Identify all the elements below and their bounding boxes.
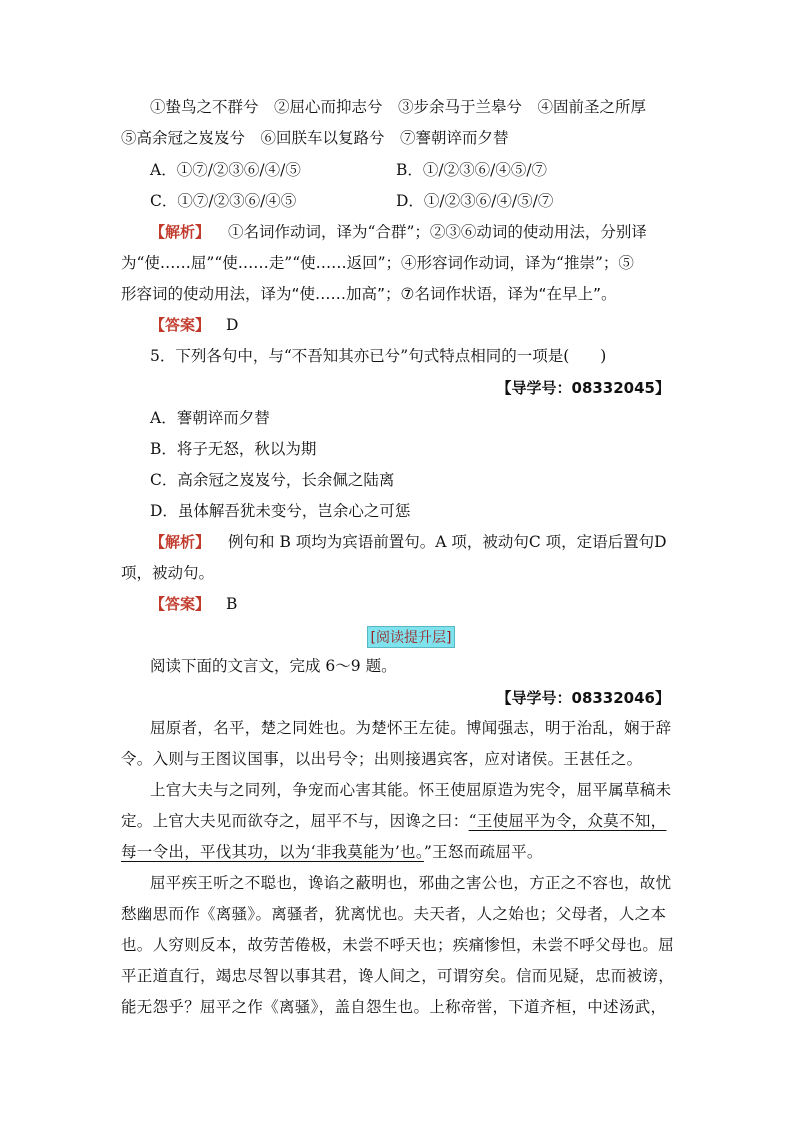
passage-p1-line2: 令。入则与王图议国事，以出号令；出则接遇宾客，应对诸侯。王甚任之。 bbox=[121, 750, 643, 768]
passage-p2-line2-text: 定。上官大夫见而欲夺之，屈平不与，因谗之曰： bbox=[121, 812, 469, 830]
passage-underlined-quote-1: “王使屈平为令，众莫不知， bbox=[468, 812, 667, 830]
passage-p1-line1: 屈原者，名平，楚之同姓也。为楚怀王左徒。博闻强志，明于治乱，娴于辞 bbox=[150, 719, 672, 737]
q4-items-line2: ⑤高余冠之岌岌兮 ⑥回朕车以复路兮 ⑦謇朝谇而夕替 bbox=[121, 129, 509, 147]
analysis-tag: 【解析】 bbox=[150, 533, 211, 551]
q4-items-line1: ①蛰鸟之不群兮 ②屈心而抑志兮 ③步余马于兰皋兮 ④固前圣之所厚 bbox=[150, 98, 647, 116]
q5-answer-value: B bbox=[226, 595, 238, 613]
q4-option-a: A．①⑦/②③⑥/④/⑤ bbox=[150, 161, 301, 179]
passage-p2-line3 bbox=[121, 842, 543, 862]
passage-p2-line3-text: ”王怒而疏屈平。 bbox=[423, 843, 543, 861]
q5-option-b: B．将子无怒，秋以为期 bbox=[150, 440, 317, 458]
q5-analysis-line1 bbox=[150, 532, 667, 552]
analysis-tag: 【解析】 bbox=[150, 223, 211, 241]
q4-option-c: C．①⑦/②③⑥/④⑤ bbox=[150, 192, 297, 210]
passage-p3-line4: 平正道直行，竭忠尽智以事其君，谗人间之，可谓穷矣。信而见疑，忠而被谤， bbox=[121, 967, 675, 985]
answer-tag: 【答案】 bbox=[150, 595, 211, 613]
passage-p3-line1: 屈平疾王听之不聪也，谗谄之蔽明也，邪曲之害公也，方正之不容也，故忧 bbox=[150, 874, 672, 892]
q5-analysis-line2: 项，被动句。 bbox=[121, 564, 215, 582]
passage-p2-line2 bbox=[121, 811, 666, 831]
q4-option-b: B．①/②③⑥/④⑤/⑦ bbox=[396, 161, 548, 179]
q4-option-d: D．①/②③⑥/④/⑤/⑦ bbox=[396, 192, 554, 210]
section-instruction: 阅读下面的文言文，完成 6～9 题。 bbox=[150, 657, 397, 675]
q5-answer bbox=[150, 594, 237, 614]
q5-option-c: C．高余冠之岌岌兮，长余佩之陆离 bbox=[150, 471, 395, 489]
q4-analysis-text1: ①名词作动词，译为“合群”；②③⑥动词的使动用法，分别译 bbox=[228, 223, 647, 241]
passage-p3-line3: 也。人穷则反本，故劳苦倦极，未尝不呼天也；疾痛惨怛，未尝不呼父母也。屈 bbox=[121, 936, 675, 954]
section-badge: [阅读提升层] bbox=[367, 626, 455, 648]
q5-stem: 5．下列各句中，与“不吾知其亦已兮”句式特点相同的一项是( ) bbox=[150, 347, 607, 365]
q5-analysis-text1: 例句和 B 项均为宾语前置句。A 项，被动句C 项，定语后置句D bbox=[228, 533, 667, 551]
q4-analysis-line1 bbox=[150, 222, 647, 242]
q4-answer bbox=[150, 315, 238, 335]
q4-analysis-line3: 形容词的使动用法，译为“使……加高”；⑦名词作状语，译为“在早上”。 bbox=[121, 285, 617, 303]
q4-analysis-line2: 为“使……屈”“使……走”“使……返回”；④形容词作动词，译为“推崇”；⑤ bbox=[121, 254, 634, 272]
passage-p2-line1: 上官大夫与之同列，争宠而心害其能。怀王使屈原造为宪令，屈平属草稿未 bbox=[150, 781, 672, 799]
section-guide-number: 【导学号：08332046】 bbox=[496, 689, 670, 707]
passage-p3-line2: 愁幽思而作《离骚》。离骚者，犹离忧也。夫天者，人之始也；父母者，人之本 bbox=[121, 905, 667, 923]
q5-option-d: D．虽体解吾犹未变兮，岂余心之可惩 bbox=[150, 502, 411, 520]
passage-underlined-quote-2: 每一令出，平伐其功，以为‘非我莫能为’也。 bbox=[121, 843, 424, 861]
q5-guide-number: 【导学号：08332045】 bbox=[496, 379, 670, 397]
answer-tag: 【答案】 bbox=[150, 316, 211, 334]
q5-option-a: A．謇朝谇而夕替 bbox=[150, 409, 270, 427]
passage-p3-line5: 能无怨乎？屈平之作《离骚》，盖自怨生也。上称帝喾，下道齐桓，中述汤武， bbox=[121, 998, 667, 1016]
q4-answer-value: D bbox=[226, 316, 239, 334]
